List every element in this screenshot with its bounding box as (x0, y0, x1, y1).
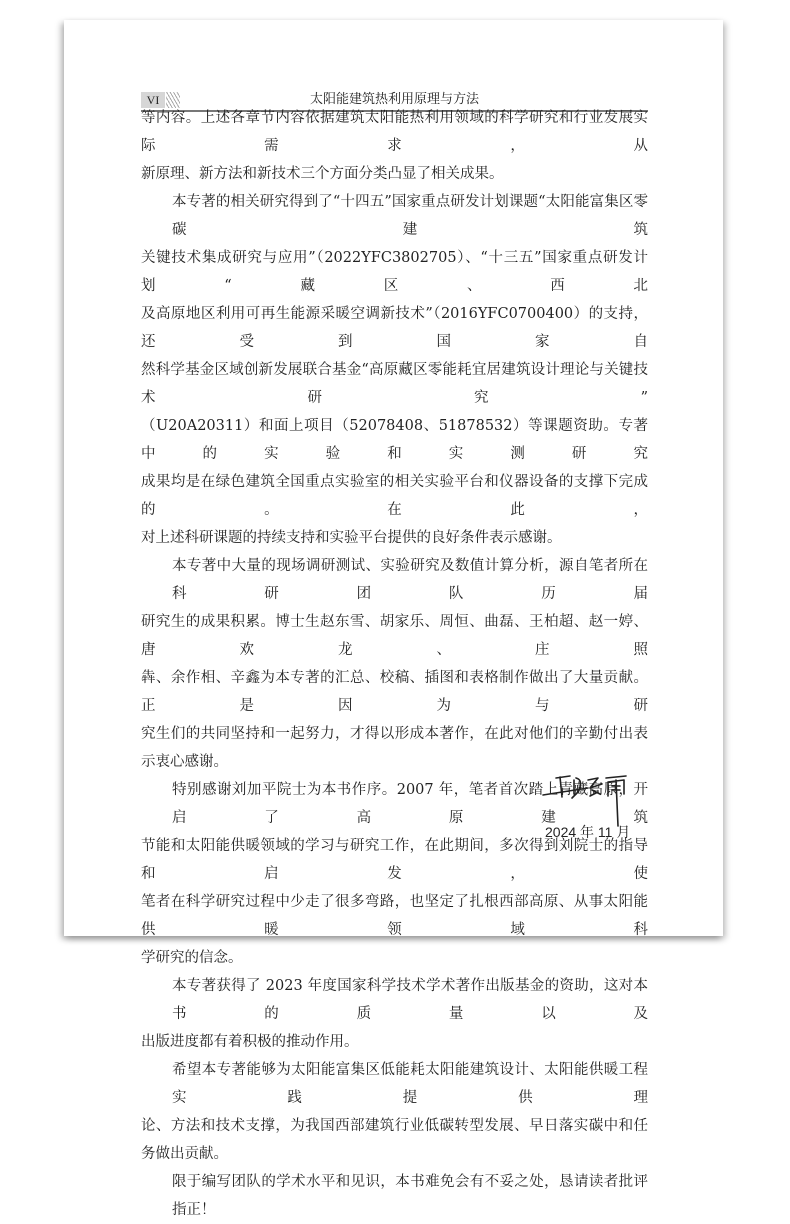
text-line: 究生们的共同坚持和一起努力，才得以形成本著作，在此对他们的辛勤付出表示衷心感谢。 (141, 726, 648, 770)
text-line: 学研究的信念。 (141, 950, 243, 966)
text-line: 然科学基金区域创新发展联合基金“高原藏区零能耗宜居建筑设计理论与关键技术研究” (141, 362, 648, 406)
preface-body (141, 104, 648, 1224)
text-line: 成果均是在绿色建筑全国重点实验室的相关实验平台和仪器设备的支撑下完成的。在此， (141, 474, 648, 518)
book-page (64, 20, 723, 1218)
text-line: 犇、余作相、辛鑫为本专著的汇总、校稿、插图和表格制作做出了大量贡献。正是因为与研 (141, 670, 648, 714)
signature-date: 2024 年 11 月 (545, 824, 631, 840)
text-line: 特别感谢刘加平院士为本书作序。2007 年，笔者首次踏上青藏高原，开启了高原建筑 (172, 782, 648, 826)
text-line: 笔者在科学研究过程中少走了很多弯路，也坚定了扎根西部高原、从事太阳能供暖领域科 (141, 894, 648, 938)
text-line: 本专著获得了 2023 年度国家科学技术学术著作出版基金的资助，这对本书的质量以及 (172, 978, 648, 1022)
text-line: 论、方法和技术支撑，为我国西部建筑行业低碳转型发展、早日落实碳中和任务做出贡献。 (141, 1118, 648, 1162)
paragraph (141, 1056, 648, 1168)
page-number: VI (141, 92, 165, 108)
text-line: 及高原地区利用可再生能源采暖空调新技术”（2016YFC0700400）的支持，还受到国家自 (141, 306, 648, 350)
text-line: 限于编写团队的学术水平和见识，本书难免会有不妥之处，恳请读者批评指正！ (172, 1174, 648, 1218)
text-line: 关键技术集成研究与应用”（2022YFC3802705）、“十三五”国家重点研发计划“藏区、西北 (141, 250, 648, 294)
author-signature (540, 768, 640, 828)
paragraph (141, 972, 648, 1056)
paragraph (141, 188, 648, 552)
paragraph (141, 104, 648, 188)
text-line: 希望本专著能够为太阳能富集区低能耗太阳能建筑设计、太阳能供暖工程实践提供理 (172, 1062, 648, 1106)
text-line: （U20A20311）和面上项目（52078408、51878532）等课题资助。专著中的实验和实测研究 (141, 418, 648, 462)
text-line: 节能和太阳能供暖领域的学习与研究工作，在此期间，多次得到刘院士的指导和启发，使 (141, 838, 648, 882)
text-line: 本专著的相关研究得到了“十四五”国家重点研发计划课题“太阳能富集区零碳建筑 (172, 194, 648, 238)
paragraph (141, 1168, 648, 1224)
text-line: 研究生的成果积累。博士生赵东雪、胡家乐、周恒、曲磊、王柏超、赵一婷、唐欢龙、庄照 (141, 614, 648, 658)
book-title: 太阳能建筑热利用原理与方法 (309, 92, 479, 107)
text-line: 出版进度都有着积极的推动作用。 (141, 1034, 359, 1050)
paragraph (141, 552, 648, 776)
text-line: 新原理、新方法和新技术三个方面分类凸显了相关成果。 (141, 166, 504, 182)
text-line: 对上述科研课题的持续支持和实验平台提供的良好条件表示感谢。 (141, 530, 562, 546)
text-line: 本专著中大量的现场调研测试、实验研究及数值计算分析，源自笔者所在科研团队历届 (172, 558, 648, 602)
text-line: 等内容。上述各章节内容依据建筑太阳能热利用领域的科学研究和行业发展实际需求，从 (141, 110, 648, 154)
